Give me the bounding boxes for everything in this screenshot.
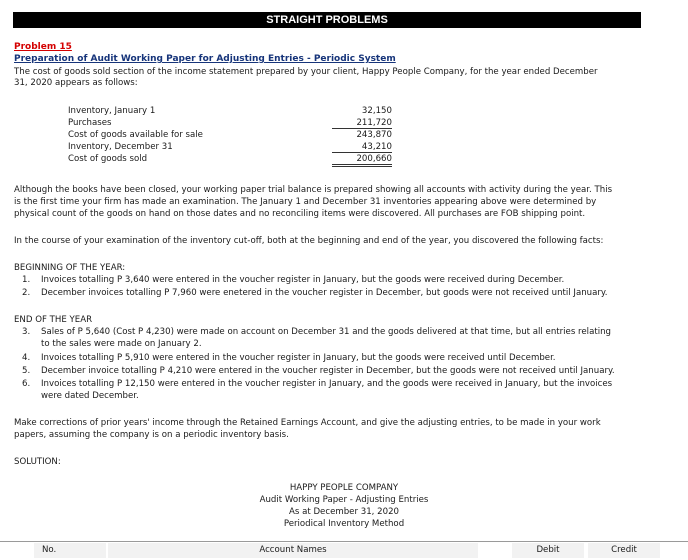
item-text: Invoices totalling P 5,910 were entered in the voucher register in January, but the goods were received until December. [41, 353, 556, 363]
item-text: were dated December. [41, 391, 139, 401]
col-no: No. [34, 543, 106, 558]
item-number: 1. [22, 275, 31, 285]
item-number: 3. [22, 327, 31, 337]
item-number: 4. [22, 353, 31, 363]
item-text: Sales of P 5,640 (Cost P 4,230) were made on account on December 31 and the goods delivered at that time, but all entries relating [41, 327, 611, 337]
wp-date: As at December 31, 2020 [288, 507, 400, 517]
cogs-value: 211,720 [332, 118, 392, 129]
cogs-value: 43,210 [332, 142, 392, 153]
wp-title: Audit Working Paper - Adjusting Entries [259, 495, 429, 505]
item-text: Invoices totalling P 3,640 were entered in the voucher register in January, but the goods were received during December. [41, 275, 565, 285]
item-text: December invoice totalling P 4,210 were entered in the voucher register in December, but the goods were not received until January. [41, 366, 615, 376]
cogs-value: 32,150 [361, 106, 392, 116]
intro-line: The cost of goods sold section of the income statement prepared by your client, Happy People Company, for the year ended December [14, 67, 598, 77]
cogs-value: 243,870 [356, 130, 392, 140]
cogs-label: Inventory, December 31 [68, 142, 173, 152]
wp-method: Periodical Inventory Method [283, 519, 405, 529]
cogs-label: Purchases [68, 118, 112, 128]
section-banner: STRAIGHT PROBLEMS [13, 12, 641, 28]
problem-number: Problem 15 [14, 42, 72, 52]
company-name: HAPPY PEOPLE COMPANY [289, 483, 399, 493]
item-number: 5. [22, 366, 31, 376]
cogs-label: Inventory, January 1 [68, 106, 156, 116]
col-account-names: Account Names [108, 543, 478, 558]
instruction-line: papers, assuming the company is on a periodic inventory basis. [14, 430, 289, 440]
cogs-label: Cost of goods available for sale [68, 130, 203, 140]
item-text: Invoices totalling P 12,150 were entered in the voucher register in January, and the goods were received in January, but the invoices [41, 379, 613, 389]
item-text: to the sales were made on January 2. [41, 339, 202, 349]
item-text: December invoices totalling P 7,960 were enetered in the voucher register in December, but goods were not received until January. [41, 288, 608, 298]
end-heading: END OF THE YEAR [14, 315, 93, 325]
cogs-label: Cost of goods sold [68, 154, 148, 164]
beginning-heading: BEGINNING OF THE YEAR: [14, 263, 126, 273]
instruction-line: Make corrections of prior years' income through the Retained Earnings Account, and give the adjusting entries, to be made in your work [14, 418, 601, 428]
item-number: 2. [22, 288, 31, 298]
col-debit: Debit [512, 543, 584, 558]
paragraph-line: Although the books have been closed, your working paper trial balance is prepared showing all accounts with activity during the year. This [14, 185, 613, 195]
paragraph-line: physical count of the goods on hand on those dates and no reconciling items were discovered. All purchases are FOB shipping point. [14, 209, 586, 219]
paragraph-line: is the first time your firm has made an examination. The January 1 and December 31 inventories appearing above were determined by [14, 197, 597, 207]
item-number: 6. [22, 379, 31, 389]
paragraph-line: In the course of your examination of the inventory cut-off, both at the beginning and end of the year, you discovered the following facts: [14, 236, 604, 246]
solution-label: SOLUTION: [14, 457, 61, 467]
problem-title: Preparation of Audit Working Paper for Adjusting Entries - Periodic System [14, 54, 396, 64]
cogs-value: 200,660 [332, 154, 392, 167]
col-credit: Credit [588, 543, 660, 558]
intro-line: 31, 2020 appears as follows: [14, 78, 138, 88]
